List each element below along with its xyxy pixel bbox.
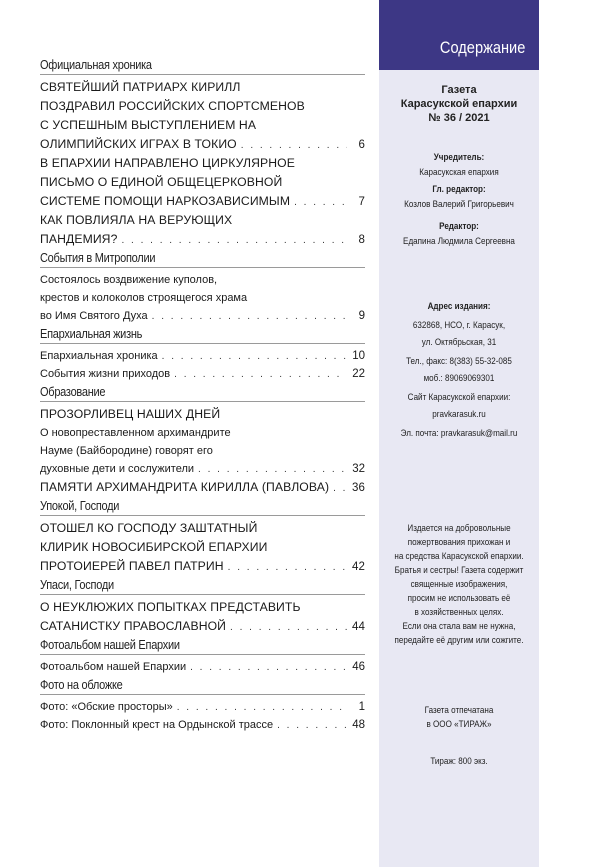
section-heading: Образование bbox=[40, 385, 106, 399]
circulation-info bbox=[379, 755, 539, 769]
page-number: 36 bbox=[352, 482, 365, 494]
entry-title-line: Состоялось воздвижение куполов, bbox=[40, 274, 218, 286]
email: Эл. почта: pravkarasuk@mail.ru bbox=[400, 428, 518, 439]
contents-title: Содержание bbox=[439, 38, 525, 57]
section-heading: События в Митрополии bbox=[40, 251, 156, 265]
entry-title-line: О НЕУКЛЮЖИХ ПОПЫТКАХ ПРЕДСТАВИТЬ bbox=[40, 600, 301, 614]
founder: Карасукская епархия bbox=[419, 167, 499, 178]
page-number: 22 bbox=[352, 368, 365, 380]
entry-title-line: ОЛИМПИЙСКИХ ИГРАХ В ТОКИО bbox=[40, 137, 237, 151]
section-heading: Епархиальная жизнь bbox=[40, 327, 143, 341]
printer-info bbox=[379, 704, 539, 732]
entry-title-line: духовные дети и сослужители bbox=[40, 463, 195, 475]
dot-leader bbox=[162, 348, 347, 365]
entry-title-line: САТАНИСТКУ ПРАВОСЛАВНОЙ bbox=[40, 619, 227, 633]
mobile: моб.: 89069069301 bbox=[423, 373, 495, 384]
founder-label: Учредитель: bbox=[433, 152, 485, 163]
dot-leader bbox=[294, 193, 347, 211]
page-number: 9 bbox=[358, 310, 365, 322]
page-number: 7 bbox=[358, 196, 365, 208]
entry-title-line: В ЕПАРХИИ НАПРАВЛЕНО ЦИРКУЛЯРНОЕ bbox=[40, 156, 295, 170]
toc-entry[interactable] bbox=[40, 519, 365, 576]
toc-entry[interactable] bbox=[40, 365, 365, 383]
dot-leader bbox=[198, 461, 347, 478]
toc-entry[interactable] bbox=[40, 347, 365, 365]
table-of-contents bbox=[40, 56, 365, 734]
dot-leader bbox=[152, 308, 347, 325]
chief-editor: Козлов Валерий Григорьевич bbox=[404, 199, 514, 210]
entry-title-line: КЛИРИК НОВОСИБИРСКОЙ ЕПАРХИИ bbox=[40, 540, 268, 554]
address-line: ул. Октябрьская, 31 bbox=[421, 337, 497, 348]
printer-line: в ООО «ТИРАЖ» bbox=[426, 719, 492, 730]
entry-title-line: ПАНДЕМИЯ? bbox=[40, 232, 118, 246]
entry-title-line: Фото: Поклонный крест на Ордынской трассе bbox=[40, 719, 274, 731]
page-number: 46 bbox=[352, 661, 365, 673]
section-divider bbox=[40, 74, 365, 75]
page-number: 8 bbox=[358, 234, 365, 246]
note-line: пожертвования прихожан и bbox=[407, 537, 511, 548]
dot-leader bbox=[121, 231, 347, 249]
entry-title-line: Епархиальная хроника bbox=[40, 350, 158, 362]
chief-editor-label: Гл. редактор: bbox=[432, 184, 486, 195]
section-divider bbox=[40, 694, 365, 695]
issue-number: № 36 / 2021 bbox=[428, 112, 490, 124]
page-number: 42 bbox=[352, 561, 365, 573]
circulation: Тираж: 800 экз. bbox=[430, 756, 488, 767]
site: pravkarasuk.ru bbox=[432, 409, 486, 420]
page-number: 1 bbox=[358, 701, 365, 713]
note-line: просим не использовать её bbox=[407, 593, 511, 604]
toc-entry[interactable] bbox=[40, 154, 365, 211]
entry-title-line: С УСПЕШНЫМ ВЫСТУПЛЕНИЕМ НА bbox=[40, 118, 257, 132]
editor-label: Редактор: bbox=[439, 221, 479, 232]
entry-title-line: О новопреставленном архимандрите bbox=[40, 427, 231, 439]
address-line: 632868, НСО, г. Карасук, bbox=[412, 320, 506, 331]
address-info bbox=[379, 298, 539, 442]
dot-leader bbox=[177, 699, 347, 716]
toc-entry[interactable] bbox=[40, 698, 365, 716]
editor: Едапина Людмила Сергеевна bbox=[403, 236, 515, 247]
section-divider bbox=[40, 515, 365, 516]
toc-entry[interactable] bbox=[40, 271, 365, 325]
dot-leader bbox=[228, 558, 347, 576]
section-divider bbox=[40, 654, 365, 655]
entry-title-line: КАК ПОВЛИЯЛА НА ВЕРУЮЩИХ bbox=[40, 213, 233, 227]
newspaper-line: Газета bbox=[441, 84, 477, 96]
entry-title-line: ПРОТОИЕРЕЙ ПАВЕЛ ПАТРИН bbox=[40, 559, 224, 573]
dot-leader bbox=[190, 659, 347, 676]
section-divider bbox=[40, 401, 365, 402]
sidebar-header bbox=[379, 0, 539, 70]
dot-leader bbox=[230, 618, 347, 636]
entry-title-line: События жизни приходов bbox=[40, 368, 171, 380]
entry-title-line: ОТОШЕЛ КО ГОСПОДУ ЗАШТАТНЫЙ bbox=[40, 521, 258, 535]
section-divider bbox=[40, 343, 365, 344]
site-label: Сайт Карасукской епархии: bbox=[407, 392, 511, 403]
section-heading: Упокой, Господи bbox=[40, 499, 120, 513]
entry-title-line: ПОЗДРАВИЛ РОССИЙСКИХ СПОРТСМЕНОВ bbox=[40, 99, 305, 113]
section-heading: Фотоальбом нашей Епархии bbox=[40, 638, 180, 652]
entry-title-line: Науме (Байбородине) говорят его bbox=[40, 445, 213, 457]
toc-entry[interactable] bbox=[40, 598, 365, 636]
section-divider bbox=[40, 267, 365, 268]
dot-leader bbox=[277, 717, 347, 734]
page-number: 48 bbox=[352, 719, 365, 731]
note-line: Если она стала вам не нужна, bbox=[402, 621, 516, 632]
entry-title-line: Фото: «Обские просторы» bbox=[40, 701, 173, 713]
section-heading: Упаси, Господи bbox=[40, 578, 114, 592]
note-line: священные изображения, bbox=[410, 579, 508, 590]
toc-entry[interactable] bbox=[40, 211, 365, 249]
note-line: Братья и сестры! Газета содержит bbox=[394, 565, 524, 576]
newspaper-title bbox=[379, 83, 539, 125]
entry-title-line: во Имя Святого Духа bbox=[40, 310, 148, 322]
section-heading: Фото на обложке bbox=[40, 678, 123, 692]
note-line: в хозяйственных целях. bbox=[414, 607, 504, 618]
note-line: передайте её другим или сожгите. bbox=[394, 635, 524, 646]
section-heading: Официальная хроника bbox=[40, 58, 152, 72]
toc-entry[interactable] bbox=[40, 658, 365, 676]
toc-entry[interactable] bbox=[40, 716, 365, 734]
dot-leader bbox=[241, 136, 347, 154]
entry-title-line: Фотоальбом нашей Епархии bbox=[40, 661, 187, 673]
toc-entry[interactable] bbox=[40, 405, 365, 424]
note-line: Издается на добровольные bbox=[407, 523, 511, 534]
page-number: 32 bbox=[352, 463, 365, 475]
toc-entry[interactable] bbox=[40, 424, 365, 478]
entry-title-line: ПАМЯТИ АРХИМАНДРИТА КИРИЛЛА (ПАВЛОВА) bbox=[40, 480, 330, 494]
section-divider bbox=[40, 594, 365, 595]
printer-line: Газета отпечатана bbox=[424, 705, 494, 716]
toc-entry[interactable] bbox=[40, 478, 365, 497]
note-line: на средства Карасукской епархии. bbox=[394, 551, 524, 562]
entry-title-line: ПРОЗОРЛИВЕЦ НАШИХ ДНЕЙ bbox=[40, 407, 221, 421]
toc-entry[interactable] bbox=[40, 78, 365, 154]
staff-info bbox=[379, 150, 539, 249]
phone: Тел., факс: 8(383) 55-32-085 bbox=[406, 356, 512, 367]
page-number: 44 bbox=[352, 621, 365, 633]
donation-note bbox=[379, 522, 539, 648]
page-number: 6 bbox=[358, 139, 365, 151]
dot-leader bbox=[333, 479, 347, 497]
entry-title-line: ПИСЬМО О ЕДИНОЙ ОБЩЕЦЕРКОВНОЙ bbox=[40, 175, 283, 189]
address-label: Адрес издания: bbox=[427, 301, 491, 312]
newspaper-line: Карасукской епархии bbox=[400, 98, 518, 110]
entry-title-line: СИСТЕМЕ ПОМОЩИ НАРКОЗАВИСИМЫМ bbox=[40, 194, 291, 208]
sidebar bbox=[379, 0, 539, 867]
page-number: 10 bbox=[352, 350, 365, 362]
dot-leader bbox=[174, 366, 347, 383]
entry-title-line: СВЯТЕЙШИЙ ПАТРИАРХ КИРИЛЛ bbox=[40, 80, 241, 94]
entry-title-line: крестов и колоколов строящегося храма bbox=[40, 292, 248, 304]
